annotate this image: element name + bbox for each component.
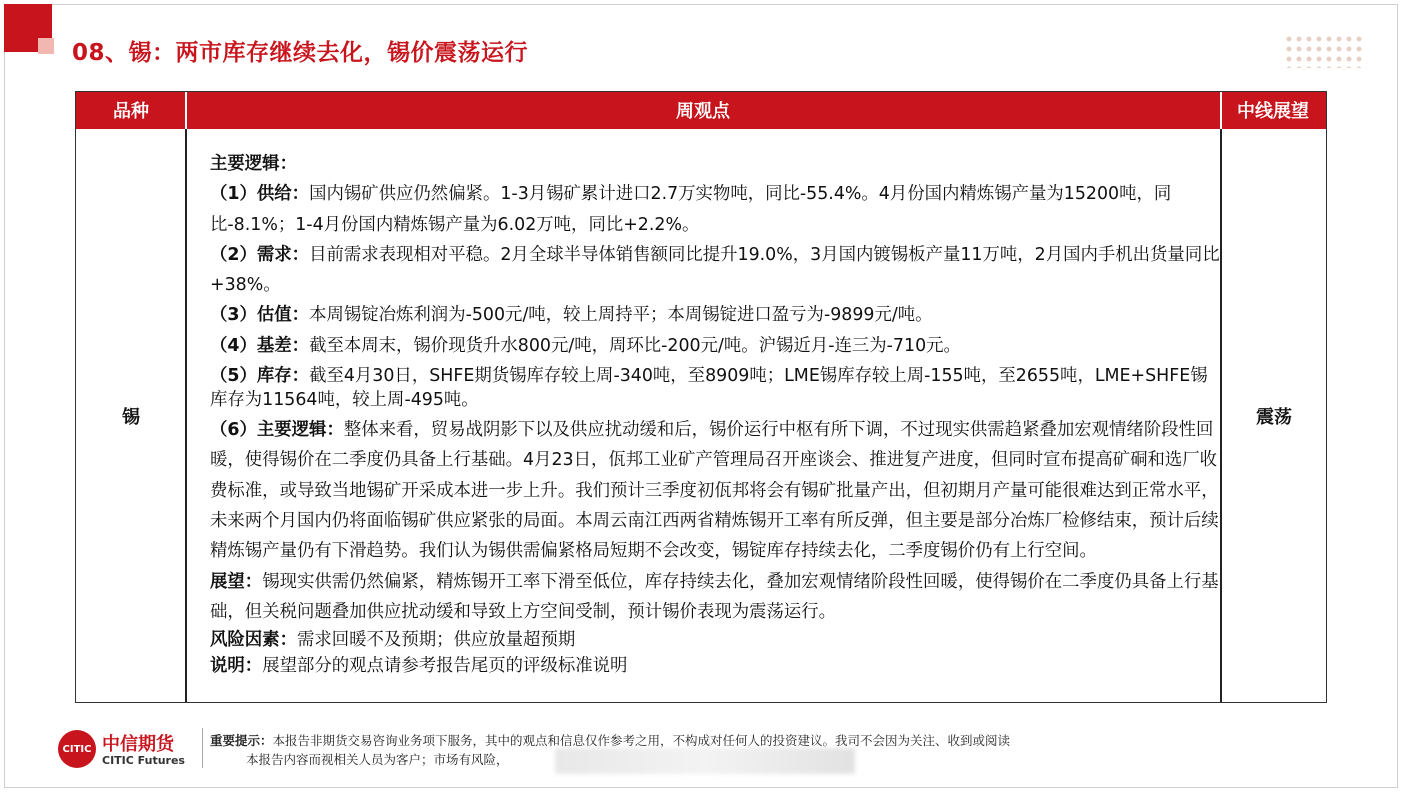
outlook-label: 展望： xyxy=(210,571,263,592)
outlook-paragraph xyxy=(210,567,1220,628)
logo-chinese-name: 中信期货 xyxy=(102,734,174,755)
demand-text: 目前需求表现相对平稳。2月全球半导体销售额同比提升19.0%，3月国内镀锡板产量11万吨，2月国内手机出货量同比+38%。 xyxy=(210,244,1220,296)
logic-paragraph xyxy=(210,415,1220,566)
note-label: 说明： xyxy=(210,656,263,677)
outlook-value: 震荡 xyxy=(1256,406,1292,428)
risk-text: 需求回暖不及预期；供应放量超预期 xyxy=(296,630,576,651)
inventory-text: 截至4月30日，SHFE期货锡库存较上周-340吨，至8909吨；LME锡库存较上周-155吨，至2655吨，LME+SHFE锡库存为11564吨，较上周-495吨。 xyxy=(210,366,1208,411)
header-divider xyxy=(1220,92,1222,129)
page-title: 08、锡：两市库存继续去化，锡价震荡运行 xyxy=(72,40,529,66)
valuation-paragraph xyxy=(210,300,1220,330)
basis-paragraph xyxy=(210,331,1220,361)
inventory-paragraph xyxy=(210,364,1220,412)
corner-pink-block xyxy=(38,38,54,54)
basis-text: 截至本周末，锡价现货升水800元/吨，周环比-200元/吨。沪锡近月-连三为-710元。 xyxy=(309,335,961,356)
logic-label: （6）主要逻辑： xyxy=(210,420,344,441)
outlook-text: 锡现实供需仍然偏紧，精炼锡开工率下滑至低位，库存持续去化，叠加宏观情绪阶段性回暖，使得锡价在二季度仍具备上行基础，但关税问题叠加供应扰动缓和导致上方空间受制，预计锡价表现为震荡运行。 xyxy=(210,571,1219,622)
footer-divider xyxy=(202,728,203,768)
notice-label: 重要提示： xyxy=(210,733,273,748)
weekly-view-table xyxy=(75,91,1327,703)
table-header xyxy=(76,92,1326,129)
note-text: 展望部分的观点请参考报告尾页的评级标准说明 xyxy=(262,656,628,677)
logo-english-name: CITIC Futures xyxy=(102,754,185,767)
demand-paragraph xyxy=(210,240,1220,301)
valuation-text: 本周锡锭冶炼利润为-500元/吨，较上周持平；本周锡锭进口盈亏为-9899元/吨。 xyxy=(309,305,933,326)
disclaimer-line-2: 本报告内容而视相关人员为客户；市场有风险， xyxy=(246,752,509,767)
citic-futures-logo xyxy=(58,728,198,772)
disclaimer-line-1: 重要提示：本报告非期货交易咨询业务项下服务，其中的观点和信息仅作参考之用，不构成对任何人的投资建议。我司不会因为关注、收到或阅读 xyxy=(210,733,1011,748)
cell-kind xyxy=(76,129,186,702)
inventory-label: （5）库存： xyxy=(210,366,310,387)
header-kind: 品种 xyxy=(113,101,149,122)
citic-logo-icon: CITIC xyxy=(58,730,96,768)
supply-paragraph xyxy=(210,179,1220,240)
obscured-text-overlay xyxy=(555,748,855,774)
header-divider xyxy=(185,92,187,129)
main-logic-heading: 主要逻辑： xyxy=(210,154,297,174)
risk-label: 风险因素： xyxy=(210,630,297,651)
cell-outlook xyxy=(1222,129,1326,702)
weekly-view-content xyxy=(210,149,1220,679)
supply-label: （1）供给： xyxy=(210,184,310,205)
risk-paragraph xyxy=(210,627,1220,653)
valuation-label: （3）估值： xyxy=(210,305,310,326)
kind-value: 锡 xyxy=(122,406,140,428)
note-paragraph xyxy=(210,653,1220,679)
header-outlook: 中线展望 xyxy=(1237,101,1309,122)
supply-text: 国内锡矿供应仍然偏紧。1-3月锡矿累计进口2.7万实物吨，同比-55.4%。4月份国内精炼锡产量为15200吨，同比-8.1%；1-4月份国内精炼锡产量为6.02万吨，同比+2.2%。 xyxy=(210,184,1172,235)
logic-text: 整体来看，贸易战阴影下以及供应扰动缓和后，锡价运行中枢有所下调，不过现实供需趋紧叠加宏观情绪阶段性回暖，使得锡价在二季度仍具备上行基础。4月23日，佤邦工业矿产管理局召开座谈会、推进复产进度，但同时宣布提高矿硐和选厂收费标准，或导致当地锡矿开采成本进一步上升。我们预计三季度初佤邦将会有锡矿批量产出，但初期月产量可能很难达到正常水平，未来两个月国内仍将面临锡矿供应紧张的局面。本周云南江西两省精炼锡开工率有所反弹，但主要是部分冶炼厂检修结束，预计后续精炼锡产量仍有下滑趋势。我们认为锡供需偏紧格局短期不会改变，锡锭库存持续去化，二季度锡价仍有上行空间。 xyxy=(210,420,1219,562)
demand-label: （2）需求： xyxy=(210,244,310,265)
header-view: 周观点 xyxy=(676,101,730,122)
basis-label: （4）基差： xyxy=(210,335,310,356)
decorative-dot-grid xyxy=(1284,34,1364,68)
